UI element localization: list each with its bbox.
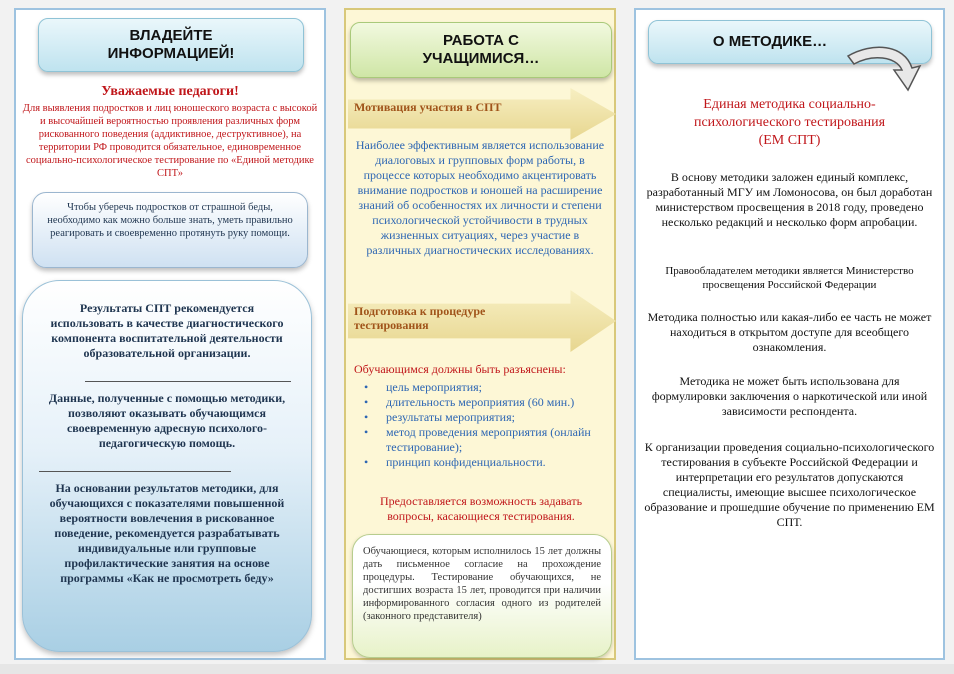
list-item: • цель мероприятия;: [364, 380, 483, 394]
greeting-heading: Уважаемые педагоги!: [101, 84, 239, 99]
agreement-text: Обучающиеся, которым исполнилось 15 лет должны дать письменное согласие на прохождение процедуры. Тестирование обучающихся, не достигших возраста 15 лет, проводится при наличии информированного согласия одного из родителей (законного представителя): [363, 546, 601, 622]
results-box: [22, 280, 312, 652]
bullet-icon: •: [364, 380, 369, 394]
list-item: • принцип конфиденциальности.: [364, 455, 546, 469]
panel-title-text: РАБОТА С УЧАЩИМИСЯ…: [422, 32, 540, 67]
list-item: • результаты мероприятия;: [364, 410, 515, 424]
panel-method: [634, 8, 945, 660]
questions-text: Предоставляется возможность задавать вопросы, касающиеся тестирования.: [379, 494, 583, 523]
list-item: • длительность мероприятия (60 мин.): [364, 395, 575, 409]
panel-inform: [14, 8, 326, 660]
panel-students: [344, 8, 616, 660]
intro-text: Для выявления подростков и лиц юношеского возраста с высокой и высочайшей вероятностью проявления различных форм рискованного поведения (аддиктивное, деструктивное), на территории РФ проводится обязательное, единовременное социально-психологическое тестирование по «Единой методике СПТ»: [22, 103, 318, 179]
method-paragraph-3: Методика полностью или какая-либо ее часть не может находиться в открытом доступе для всеобщего ознакомления.: [647, 310, 932, 354]
method-paragraph-2: Правообладателем методики является Министерство просвещения Российской Федерации: [665, 265, 914, 291]
explain-heading: Обучающимся должны быть разъяснены:: [354, 362, 566, 376]
divider: [85, 381, 291, 382]
results-paragraph-3: На основании результатов методики, для обучающихся с показателями повышенной вероятности вовлечения в рискованное поведение, рекомендуется разрабатывать индивидуальные или групповые профилактические занятия на основе программы «Как не просмотреть беду»: [49, 481, 285, 585]
agreement-box: [352, 534, 612, 658]
panel-title: [38, 18, 304, 72]
method-paragraph-4: Методика не может быть использована для формулировки заключения о наркотической или иной зависимости респондента.: [651, 374, 928, 418]
method-paragraph-5: К организации проведения социально-психологического тестирования в субъекте Российской Федерации и интерпретации его результатов допускаются специалисты, имеющие высшее психологическое образование и прошедшие обучение по применению ЕМ СПТ.: [644, 440, 935, 529]
list-item: • метод проведения мероприятия (онлайн тестирование);: [364, 425, 591, 454]
panel-title-text: ВЛАДЕЙТЕ ИНФОРМАЦИЕЙ!: [107, 27, 235, 62]
method-paragraph-1: В основу методики заложен единый комплекс, разработанный МГУ им Ломоносова, он был доработан министерством просвещения в 2018 году, проведено несколько редакций и несколько форм апробации.: [646, 170, 933, 229]
bottom-strip: [0, 664, 954, 674]
bullet-icon: •: [364, 410, 369, 424]
bullet-icon: •: [364, 395, 369, 409]
arrow-band-motivation: [348, 88, 616, 140]
curved-arrow-icon: [842, 38, 922, 98]
panel-title-text: О МЕТОДИКЕ…: [712, 33, 828, 50]
motivation-text: Наиболее эффективным является использование диалоговых и групповых форм работы, в процессе которых необходимо акцентировать внимание подростков и юношей на расширение знаний об особенностях их личности и степени психологической устойчивости в трудных жизненных ситуациях, через участие в различных диагностических исследованиях.: [355, 138, 605, 257]
preparation-label: Подготовка к процедуре тестирования: [354, 304, 486, 332]
bullet-icon: •: [364, 425, 369, 439]
results-paragraph-1: Результаты СПТ рекомендуется использовать в качестве диагностического компонента воспитательной деятельности образовательной организации.: [50, 301, 284, 360]
divider: [39, 471, 231, 472]
motivation-label: Мотивация участия в СПТ: [354, 100, 502, 114]
explain-list: [364, 380, 608, 470]
method-heading: Единая методика социально-психологического тестирования (ЕМ СПТ): [693, 97, 886, 148]
help-callout-text: Чтобы уберечь подростков от страшной беды, необходимо как можно больше знать, уметь правильно реагировать и своевременно протянуть руку помощи.: [47, 202, 293, 239]
panel-title: [350, 22, 612, 78]
results-paragraph-2: Данные, полученные с помощью методики, позволяют оказывать обучающимся своевременную адресную психолого-педагогическую помощь.: [48, 391, 286, 450]
bullet-icon: •: [364, 455, 369, 469]
help-callout: [32, 192, 308, 268]
